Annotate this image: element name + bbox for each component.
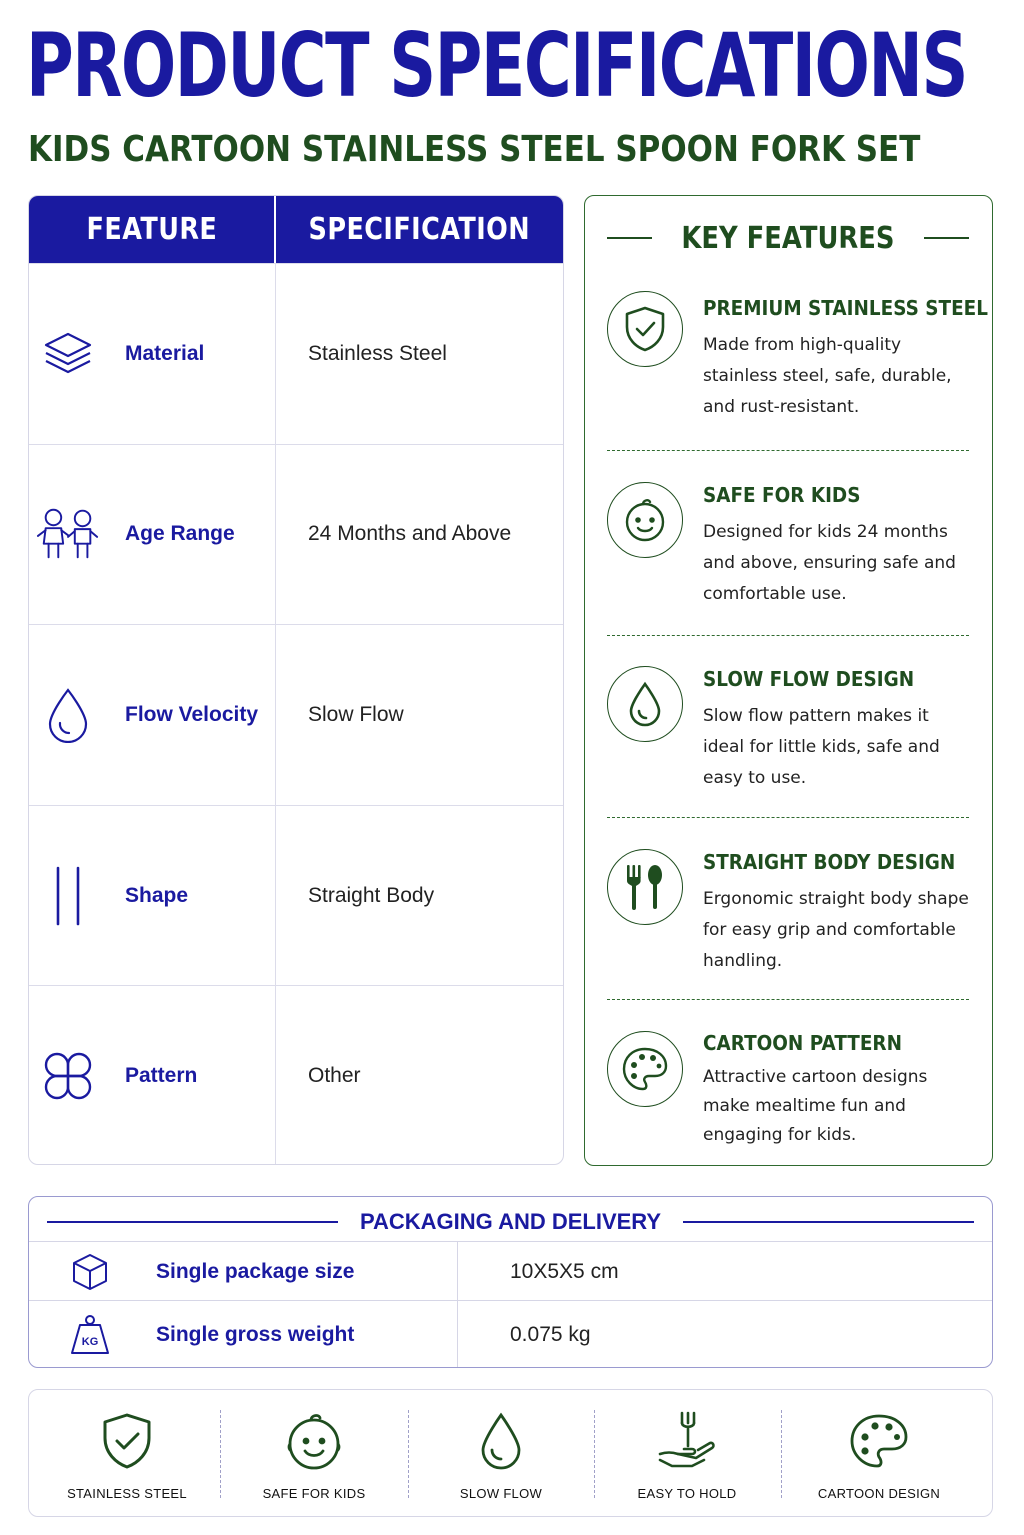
- baby-face-icon: [607, 482, 683, 558]
- badge-label: SLOW FLOW: [459, 1486, 543, 1501]
- badge-strip: [28, 1389, 993, 1517]
- spec-label: Shape: [125, 883, 189, 907]
- divider: [607, 817, 969, 818]
- badge-label: CARTOON DESIGN: [817, 1486, 941, 1501]
- table-row: [29, 805, 563, 986]
- palette-icon: [607, 1031, 683, 1107]
- packaging-label: Single package size: [156, 1259, 355, 1283]
- spec-label: Flow Velocity: [125, 702, 259, 726]
- table-row: [29, 1300, 993, 1368]
- droplet-icon: [35, 685, 101, 745]
- spec-label: Material: [125, 341, 205, 365]
- divider: [607, 635, 969, 636]
- spec-table-header: [29, 196, 563, 263]
- badge-item: [244, 1390, 384, 1516]
- weight-icon: [57, 1310, 123, 1360]
- badge-item: [809, 1390, 949, 1516]
- badge-item: [617, 1390, 757, 1516]
- packaging-value: 10X5X5 cm: [457, 1242, 619, 1301]
- packaging-heading: PACKAGING AND DELIVERY: [47, 1207, 974, 1237]
- baby-face-icon: [284, 1408, 344, 1474]
- hand-fork-icon: [656, 1408, 718, 1474]
- badge-label: STAINLESS STEEL: [67, 1486, 187, 1501]
- spec-value: Straight Body: [308, 883, 435, 907]
- feature-title: SLOW FLOW DESIGN: [703, 667, 915, 691]
- spec-label: Age Range: [125, 522, 235, 546]
- table-row: [29, 444, 563, 625]
- divider: [594, 1410, 595, 1498]
- divider: [781, 1410, 782, 1498]
- col-header-feature: FEATURE: [29, 196, 276, 263]
- page-subtitle: KIDS CARTOON STAINLESS STEEL SPOON FORK SET: [28, 129, 921, 170]
- spec-value: Stainless Steel: [308, 341, 447, 365]
- feature-desc: Attractive cartoon designs make mealtime fun and engaging for kids.: [703, 1067, 928, 1145]
- spec-value: Other: [308, 1064, 361, 1088]
- palette-icon: [849, 1408, 909, 1474]
- divider: [408, 1410, 409, 1498]
- spec-label: Pattern: [125, 1064, 198, 1088]
- clover-icon: [35, 1046, 101, 1106]
- col-header-specification: SPECIFICATION: [308, 212, 531, 247]
- table-row: [29, 985, 563, 1165]
- feature-title: SAFE FOR KIDS: [703, 483, 861, 507]
- table-row: [29, 1241, 993, 1301]
- droplet-icon: [479, 1408, 523, 1474]
- key-features-heading: KEY FEATURES: [607, 216, 969, 260]
- table-row: [29, 624, 563, 805]
- straight-lines-icon: [35, 866, 101, 926]
- divider: [607, 450, 969, 451]
- shield-check-icon: [101, 1408, 153, 1474]
- shield-check-icon: [607, 291, 683, 367]
- feature-desc: Slow flow pattern makes it ideal for little kids, safe and easy to use.: [703, 706, 940, 788]
- feature-desc: Designed for kids 24 months and above, ensuring safe and comfortable use.: [703, 522, 956, 604]
- fork-spoon-icon: [607, 849, 683, 925]
- feature-title: PREMIUM STAINLESS STEEL: [703, 296, 988, 320]
- feature-desc: Made from high-quality stainless steel, safe, durable, and rust-resistant.: [703, 335, 952, 417]
- droplet-icon: [607, 666, 683, 742]
- page-title: PRODUCT SPECIFICATIONS: [26, 14, 967, 117]
- divider: [220, 1410, 221, 1498]
- feature-title: STRAIGHT BODY DESIGN: [703, 850, 956, 874]
- feature-desc: Ergonomic straight body shape for easy grip and comfortable handling.: [703, 889, 969, 971]
- spec-value: Slow Flow: [308, 702, 404, 726]
- packaging-value: 0.075 kg: [457, 1301, 591, 1368]
- spec-table: [28, 195, 564, 1165]
- key-features-panel: [584, 195, 993, 1166]
- feature-title: CARTOON PATTERN: [703, 1031, 903, 1055]
- box-icon: [57, 1247, 123, 1297]
- weight-icon-text: KG: [81, 1335, 99, 1348]
- packaging-panel: [28, 1196, 993, 1368]
- badge-label: EASY TO HOLD: [637, 1486, 737, 1501]
- spec-value: 24 Months and Above: [308, 522, 512, 546]
- badge-item: [57, 1390, 197, 1516]
- badge-label: SAFE FOR KIDS: [262, 1486, 366, 1501]
- packaging-label: Single gross weight: [156, 1322, 355, 1346]
- layers-icon: [35, 324, 101, 384]
- table-row: [29, 263, 563, 444]
- divider: [607, 999, 969, 1000]
- kids-icon: [35, 504, 101, 564]
- badge-item: [431, 1390, 571, 1516]
